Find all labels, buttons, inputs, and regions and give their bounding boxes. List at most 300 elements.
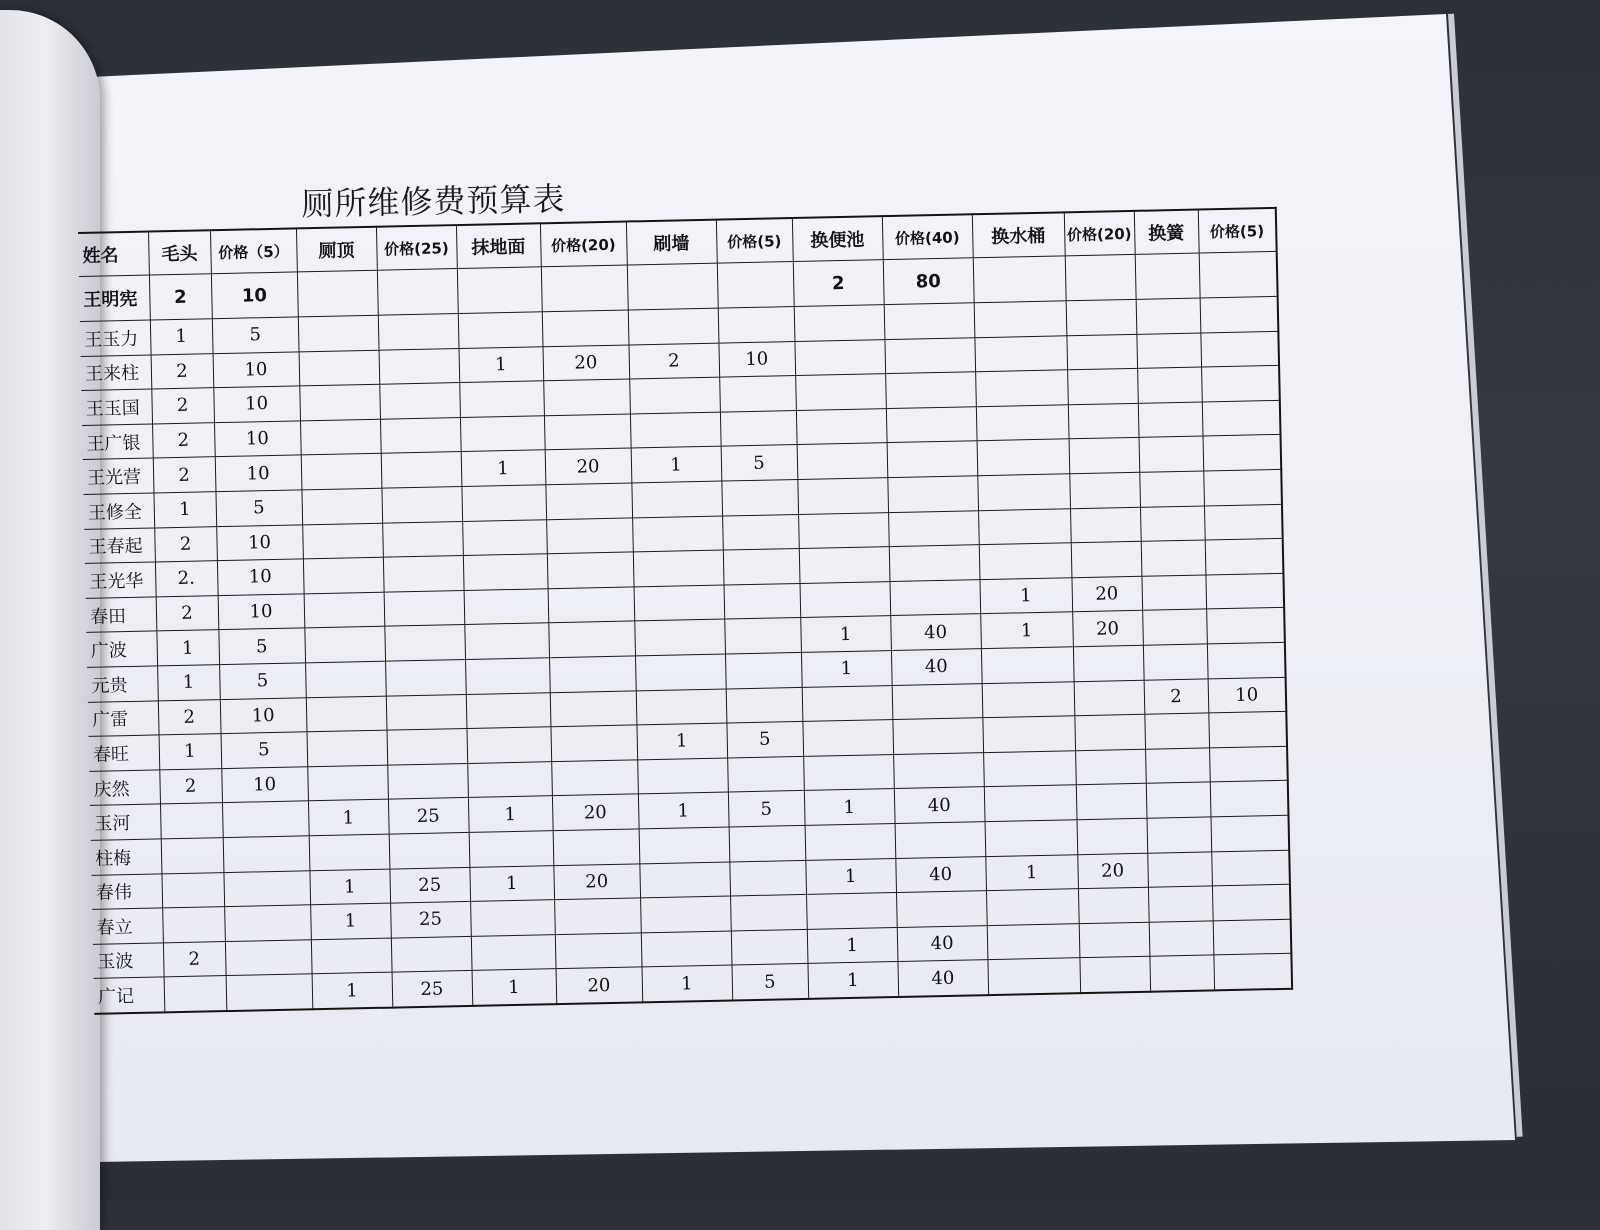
budget-table [78, 207, 1293, 1015]
name-cell: 王春起 [84, 528, 155, 564]
table-cell [884, 303, 975, 339]
table-cell: 1 [807, 962, 898, 999]
table-cell: 2. [155, 561, 218, 597]
name-cell: 玉河 [90, 804, 161, 840]
table-cell [382, 521, 463, 557]
table-cell: 10 [218, 594, 305, 630]
table-cell [1144, 713, 1209, 749]
table-cell [301, 454, 382, 490]
table-cell [305, 661, 386, 697]
table-cell [223, 836, 310, 872]
table-cell [887, 476, 978, 512]
table-cell [386, 694, 467, 730]
table-cell [379, 348, 460, 384]
table-cell [637, 758, 728, 794]
table-cell: 10 [216, 524, 303, 560]
table-cell: 10 [211, 272, 298, 319]
table-cell [1141, 575, 1206, 611]
table-cell [1208, 711, 1287, 747]
table-cell: 2 [156, 595, 219, 631]
table-cell: 5 [728, 791, 805, 827]
name-cell: 王玉力 [80, 320, 151, 356]
table-cell: 1 [642, 965, 733, 1002]
table-cell: 20 [1072, 611, 1143, 647]
table-cell: 1 [807, 927, 898, 963]
table-cell [1069, 472, 1140, 508]
table-cell [974, 301, 1067, 338]
table-cell [460, 416, 545, 452]
table-cell: 10 [221, 767, 308, 803]
table-cell: 2 [628, 343, 719, 379]
table-cell [987, 923, 1080, 960]
table-cell [1149, 921, 1214, 957]
table-cell [541, 265, 628, 312]
table-cell: 20 [545, 448, 632, 484]
binding-page-curl [0, 10, 100, 1230]
table-cell [1200, 296, 1279, 332]
table-cell [461, 485, 546, 521]
table-cell [380, 417, 461, 453]
table-cell: 20 [542, 345, 629, 381]
table-cell [384, 625, 465, 661]
table-cell [1205, 538, 1284, 574]
table-cell: 25 [390, 902, 471, 938]
table-cell: 1 [469, 865, 554, 901]
table-cell [297, 270, 378, 317]
table-cell: 2 [154, 526, 217, 562]
table-cell [162, 907, 225, 943]
table-cell [722, 514, 799, 550]
table-cell: 1 [985, 854, 1078, 891]
table-cell [1205, 573, 1284, 609]
table-cell [548, 587, 635, 623]
name-cell: 王光华 [85, 562, 156, 598]
table-cell: 1 [468, 796, 553, 832]
table-cell [458, 312, 543, 348]
table-cell [302, 523, 383, 559]
table-cell: 5 [215, 490, 302, 526]
table-cell: 2 [149, 274, 212, 320]
column-header: 价格(40) [882, 214, 973, 259]
table-cell: 1 [472, 969, 557, 1006]
column-header: 换便池 [792, 216, 883, 261]
table-cell [1201, 366, 1280, 402]
table-cell: 20 [552, 794, 639, 830]
table-cell [802, 685, 893, 721]
table-cell [1212, 884, 1291, 920]
table-cell [307, 730, 388, 766]
column-header: 厕顶 [296, 227, 377, 272]
table-cell: 1 [312, 972, 393, 1009]
table-cell: 80 [883, 258, 974, 305]
column-header: 价格(20) [1064, 211, 1135, 256]
table-cell [463, 554, 548, 590]
table-cell [546, 518, 633, 554]
table-cell [797, 443, 888, 479]
table-cell [1203, 435, 1282, 471]
table-cell [554, 898, 641, 934]
table-cell [1139, 436, 1204, 472]
table-cell [1204, 504, 1283, 540]
table-cell [627, 263, 718, 310]
table-cell [1078, 887, 1149, 923]
table-cell: 10 [214, 421, 301, 457]
table-cell: 1 [979, 578, 1072, 615]
table-cell [794, 339, 885, 375]
table-cell: 5 [218, 628, 305, 664]
table-cell [973, 256, 1066, 303]
name-cell: 春立 [92, 908, 163, 944]
table-cell [387, 729, 468, 765]
column-header: 换水桶 [972, 212, 1065, 257]
table-cell [1136, 298, 1201, 334]
table-cell [978, 508, 1071, 545]
table-cell: 5 [731, 964, 808, 1001]
table-cell [1200, 331, 1279, 367]
name-cell: 春伟 [91, 873, 162, 909]
table-cell [981, 647, 1074, 684]
table-cell [1140, 506, 1205, 542]
table-cell [164, 976, 227, 1012]
table-cell [718, 307, 795, 343]
table-cell [307, 765, 388, 801]
table-cell [224, 905, 311, 941]
table-cell [720, 410, 797, 446]
table-cell [469, 831, 554, 867]
document-title: 厕所维修费预算表 [301, 179, 566, 224]
table-cell: 10 [718, 341, 795, 377]
table-cell [723, 549, 800, 585]
table-cell [389, 832, 470, 868]
table-cell: 10 [213, 386, 300, 422]
table-cell [1148, 886, 1213, 922]
table-cell [806, 893, 897, 929]
table-cell [547, 552, 634, 588]
table-cell [222, 801, 309, 837]
table-cell [551, 760, 638, 796]
table-cell [977, 474, 1070, 511]
table-cell [226, 974, 313, 1011]
table-cell [1138, 402, 1203, 438]
table-cell [471, 934, 556, 970]
table-cell: 40 [897, 925, 988, 961]
table-cell [975, 370, 1068, 407]
table-cell [1210, 815, 1289, 851]
table-cell [545, 483, 632, 519]
table-cell [553, 829, 640, 865]
table-cell [299, 384, 380, 420]
table-cell: 40 [894, 787, 985, 823]
table-cell [977, 439, 1070, 476]
table-cell [628, 308, 719, 344]
table-cell [1213, 954, 1292, 991]
table-cell [884, 337, 975, 373]
table-cell [888, 510, 979, 546]
name-cell: 王广银 [82, 424, 153, 460]
table-cell [381, 452, 462, 488]
table-cell [974, 335, 1067, 372]
table-cell [306, 696, 387, 732]
table-cell: 10 [213, 352, 300, 388]
table-cell [633, 550, 724, 586]
table-cell [1137, 367, 1202, 403]
name-cell: 春旺 [89, 735, 160, 771]
table-cell [385, 659, 466, 695]
table-cell: 2 [153, 457, 216, 493]
table-cell [802, 720, 893, 756]
table-cell [983, 750, 1076, 787]
table-cell [550, 725, 637, 761]
table-cell [629, 377, 720, 413]
table-cell: 25 [392, 971, 473, 1008]
table-cell [641, 931, 732, 967]
table-cell: 1 [631, 446, 722, 482]
table-cell [634, 619, 725, 655]
table-cell: 2 [793, 260, 884, 307]
table-cell [381, 486, 462, 522]
table-cell [1207, 642, 1286, 678]
table-cell [1074, 680, 1145, 716]
table-cell [885, 372, 976, 408]
table-cell [1136, 333, 1201, 369]
table-cell [639, 827, 730, 863]
table-cell [1149, 955, 1214, 991]
table-cell [721, 479, 798, 515]
table-cell [726, 687, 803, 723]
table-cell [1203, 469, 1282, 505]
name-cell: 王明宪 [79, 275, 150, 321]
table-cell [1147, 817, 1212, 853]
table-cell [794, 305, 885, 341]
table-cell [719, 376, 796, 412]
table-cell [797, 478, 888, 514]
table-cell: 1 [309, 869, 390, 905]
table-cell [1073, 645, 1144, 681]
table-cell [727, 756, 804, 792]
table-cell: 1 [310, 903, 391, 939]
name-cell: 王光营 [83, 458, 154, 494]
table-cell [635, 654, 726, 690]
table-cell: 40 [895, 856, 986, 892]
table-cell [299, 350, 380, 386]
column-header: 姓名 [78, 232, 149, 277]
table-cell [795, 374, 886, 410]
table-cell [225, 939, 312, 975]
table-cell: 1 [461, 450, 546, 486]
table-cell: 2 [1144, 678, 1209, 714]
table-cell: 20 [556, 967, 643, 1004]
name-cell: 庆然 [89, 770, 160, 806]
table-cell [725, 652, 802, 688]
table-cell: 40 [897, 960, 988, 997]
name-cell: 柱梅 [91, 839, 162, 875]
table-cell [895, 822, 986, 858]
table-cell [377, 269, 458, 316]
table-cell: 5 [219, 663, 306, 699]
table-cell [987, 958, 1080, 995]
table-cell: 10 [220, 697, 307, 733]
table-cell [464, 588, 549, 624]
name-cell: 王修全 [83, 493, 154, 529]
table-cell [1065, 254, 1136, 300]
table-cell [976, 405, 1069, 442]
name-cell: 广记 [94, 977, 165, 1014]
table-cell [1139, 471, 1204, 507]
table-cell [548, 621, 635, 657]
table-cell [982, 716, 1075, 753]
table-cell: 5 [726, 722, 803, 758]
table-cell: 2 [151, 388, 214, 424]
table-cell [799, 547, 890, 583]
table-cell [805, 823, 896, 859]
table-cell [387, 763, 468, 799]
table-cell [631, 481, 722, 517]
table-cell [889, 579, 980, 615]
table-cell: 1 [308, 799, 389, 835]
table-cell [984, 785, 1077, 822]
table-cell [470, 900, 555, 936]
table-cell [301, 488, 382, 524]
table-cell [550, 690, 637, 726]
table-cell [724, 583, 801, 619]
table-cell [1199, 251, 1278, 298]
table-cell [1141, 540, 1206, 576]
table-cell [543, 379, 630, 415]
name-cell: 广雷 [88, 700, 159, 736]
table-cell: 25 [388, 798, 469, 834]
table-cell [634, 585, 725, 621]
table-cell [304, 627, 385, 663]
column-header: 价格(5) [1198, 208, 1277, 253]
table-cell [803, 754, 894, 790]
table-cell [1213, 919, 1292, 955]
table-cell [1146, 782, 1211, 818]
table-cell [304, 592, 385, 628]
table-cell [378, 314, 459, 350]
table-cell: 20 [553, 863, 640, 899]
table-cell [311, 938, 392, 974]
table-cell [730, 894, 807, 930]
column-header: 价格（5） [210, 228, 297, 273]
column-header: 价格(5) [716, 218, 793, 263]
name-cell: 王玉国 [81, 389, 152, 425]
table-cell [161, 838, 224, 874]
table-cell: 10 [1208, 677, 1287, 713]
table-cell: 5 [212, 317, 299, 353]
table-cell: 1 [159, 734, 222, 770]
name-cell: 元贵 [87, 666, 158, 702]
table-cell [466, 727, 551, 763]
table-cell: 20 [1077, 853, 1148, 889]
table-cell [1145, 748, 1210, 784]
table-cell [1066, 299, 1137, 335]
table-cell: 10 [217, 559, 304, 595]
table-cell [800, 581, 891, 617]
table-cell [886, 407, 977, 443]
table-cell [549, 656, 636, 692]
table-cell [630, 412, 721, 448]
name-cell: 广波 [86, 631, 157, 667]
table-cell [1206, 608, 1285, 644]
table-cell: 40 [891, 649, 982, 685]
table-cell [1070, 507, 1141, 543]
table-cell [639, 861, 730, 897]
table-cell: 1 [150, 319, 213, 355]
table-cell [457, 267, 542, 314]
table-cell: 5 [721, 445, 798, 481]
table-cell: 40 [890, 614, 981, 650]
table-cell [1066, 334, 1137, 370]
table-cell [724, 618, 801, 654]
table-cell [303, 557, 384, 593]
table-cell: 20 [1071, 576, 1142, 612]
table-cell [632, 516, 723, 552]
table-cell [383, 556, 464, 592]
table-cell [1079, 957, 1150, 994]
table-cell [729, 860, 806, 896]
column-header: 价格(20) [540, 222, 627, 267]
table-cell: 1 [638, 792, 729, 828]
table-cell: 1 [801, 651, 892, 687]
table-cell [298, 315, 379, 351]
table-cell [889, 545, 980, 581]
table-cell [1071, 541, 1142, 577]
table-cell: 25 [389, 867, 470, 903]
table-cell: 1 [800, 616, 891, 652]
budget-sheet [78, 179, 1293, 1015]
table-cell: 10 [215, 455, 302, 491]
table-cell [1075, 749, 1146, 785]
table-cell: 1 [636, 723, 727, 759]
table-cell [717, 262, 794, 309]
name-cell: 春田 [86, 597, 157, 633]
table-cell [729, 825, 806, 861]
table-cell [1074, 714, 1145, 750]
table-cell [1135, 253, 1200, 299]
table-cell [892, 718, 983, 754]
table-cell [384, 590, 465, 626]
table-cell [555, 933, 642, 969]
column-header: 毛头 [148, 230, 211, 275]
table-cell [309, 834, 390, 870]
table-cell [731, 929, 808, 965]
table-cell [542, 310, 629, 346]
table-cell [985, 820, 1078, 857]
table-cell [887, 441, 978, 477]
table-cell [798, 512, 889, 548]
table-cell [544, 414, 631, 450]
table-cell [640, 896, 731, 932]
table-cell [1202, 400, 1281, 436]
table-cell: 2 [151, 353, 214, 389]
column-header: 刷墙 [626, 220, 717, 265]
table-cell [464, 623, 549, 659]
table-cell [982, 681, 1075, 718]
table-cell [1211, 850, 1290, 886]
table-cell [892, 683, 983, 719]
table-cell [1142, 609, 1207, 645]
table-cell [1067, 369, 1138, 405]
column-header: 换簧 [1134, 210, 1199, 255]
table-cell [1077, 818, 1148, 854]
table-cell: 2 [152, 422, 215, 458]
table-cell [1069, 438, 1140, 474]
table-cell [161, 872, 224, 908]
table-cell [893, 752, 984, 788]
table-cell: 1 [980, 612, 1073, 649]
column-header: 价格(25) [376, 225, 457, 270]
table-cell [459, 381, 544, 417]
